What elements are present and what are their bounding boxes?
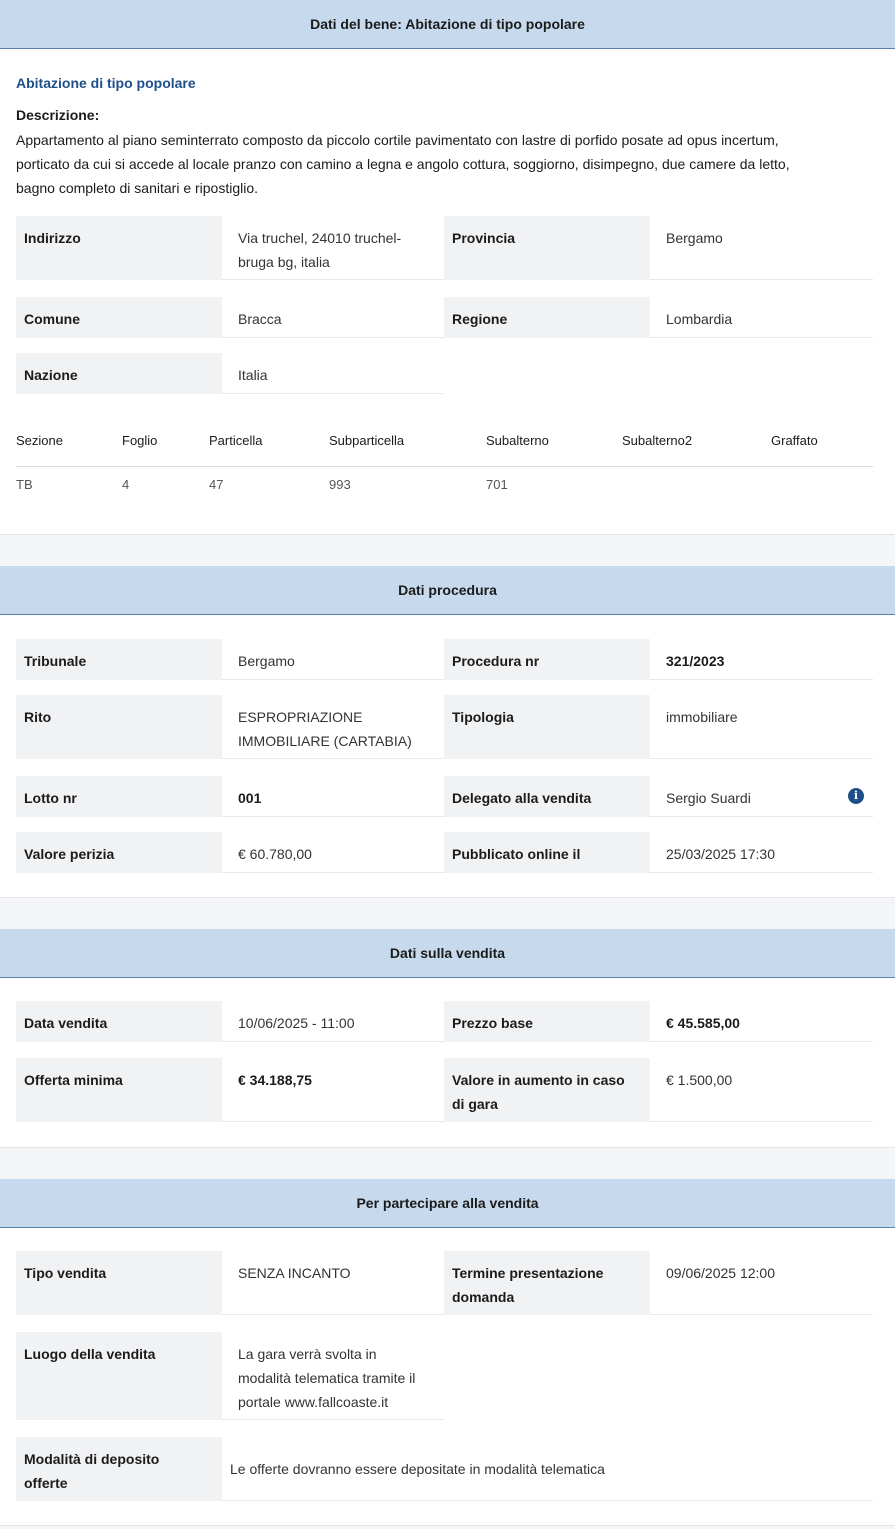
section-title: Per partecipare alla vendita: [356, 1195, 539, 1211]
provincia-value: Bergamo: [650, 216, 873, 280]
perizia-label: Valore perizia: [16, 832, 222, 873]
termine-label-line: domanda: [452, 1289, 515, 1305]
pubblicato-label: Pubblicato online il: [444, 832, 650, 873]
rito-line: ESPROPRIAZIONE: [238, 709, 363, 725]
section-gap: [0, 534, 895, 566]
comune-value: Bracca: [222, 297, 444, 338]
catasto-header: Foglio: [122, 433, 158, 448]
catasto-header: Particella: [209, 433, 263, 448]
section-header-bene: [0, 0, 895, 49]
section-gap: [0, 1147, 895, 1179]
tipologia-value: immobiliare: [650, 695, 873, 759]
catasto-header: Subalterno: [486, 433, 549, 448]
catasto-header: Sezione: [16, 433, 63, 448]
catasto-header: Subparticella: [329, 433, 405, 448]
deposito-value: Le offerte dovranno essere depositate in modalità telematica: [222, 1437, 873, 1501]
nazione-label: Nazione: [16, 353, 222, 394]
tipo-vendita-label: Tipo vendita: [16, 1251, 222, 1315]
description-line: bagno completo di sanitari e ripostiglio.: [16, 180, 259, 196]
aumento-label-line: di gara: [452, 1096, 498, 1112]
aumento-label: [444, 1058, 650, 1122]
termine-label-line: Termine presentazione: [452, 1265, 604, 1281]
section-header-partecipare: [0, 1179, 895, 1228]
tipo-vendita-value: SENZA INCANTO: [222, 1251, 444, 1315]
indirizzo-line: bruga bg, italia: [238, 254, 330, 270]
offerta-minima-value: € 34.188,75: [222, 1058, 444, 1122]
luogo-line: La gara verrà svolta in: [238, 1346, 377, 1362]
luogo-value: [222, 1332, 444, 1420]
comune-label: Comune: [16, 297, 222, 338]
section-title: Dati sulla vendita: [389, 945, 506, 961]
deposito-label: [16, 1437, 222, 1501]
section-gap: [0, 897, 895, 929]
tipologia-label: Tipologia: [444, 695, 650, 759]
catasto-header: Graffato: [771, 433, 818, 448]
termine-value: 09/06/2025 12:00: [650, 1251, 873, 1315]
regione-value: Lombardia: [650, 297, 873, 338]
prezzo-base-label: Prezzo base: [444, 1001, 650, 1042]
pubblicato-value: 25/03/2025 17:30: [650, 832, 873, 873]
luogo-line: portale www.fallcoaste.it: [238, 1394, 389, 1410]
section-header-vendita: [0, 929, 895, 978]
catasto-cell: 4: [122, 477, 130, 492]
luogo-line: modalità telematica tramite il: [238, 1370, 416, 1386]
description-line: porticato da cui si accede al locale pranzo con camino a legna e angolo cottura, soggiorno, disimpegno, due camere da letto,: [16, 156, 790, 172]
rito-value: [222, 695, 444, 759]
regione-label: Regione: [444, 297, 650, 338]
rito-line: IMMOBILIARE (CARTABIA): [238, 733, 412, 749]
catasto-cell: 47: [209, 477, 224, 492]
catasto-header: Subalterno2: [622, 433, 693, 448]
section-header-procedura: [0, 566, 895, 615]
perizia-value: € 60.780,00: [222, 832, 444, 873]
description-label: Descrizione:: [16, 107, 100, 123]
aumento-value: € 1.500,00: [650, 1058, 873, 1122]
catasto-cell: 993: [329, 477, 351, 492]
indirizzo-label: Indirizzo: [16, 216, 222, 280]
offerta-minima-label: Offerta minima: [16, 1058, 222, 1122]
deposito-label-line: Modalità di deposito: [24, 1451, 160, 1467]
tribunale-value: Bergamo: [222, 639, 444, 680]
section-gap: [0, 1525, 895, 1529]
section-title: Dati del bene: Abitazione di tipo popolare: [310, 16, 585, 32]
data-vendita-label: Data vendita: [16, 1001, 222, 1042]
indirizzo-line: Via truchel, 24010 truchel-: [238, 230, 402, 246]
bene-title: Abitazione di tipo popolare: [16, 75, 196, 91]
description-text: [16, 128, 876, 200]
tribunale-label: Tribunale: [16, 639, 222, 680]
section-title: Dati procedura: [398, 582, 497, 598]
catasto-cell: 701: [486, 477, 508, 492]
catasto-cell: TB: [16, 477, 33, 492]
delegato-label: Delegato alla vendita: [444, 776, 650, 817]
info-icon[interactable]: i: [848, 788, 864, 804]
procedura-value: 321/2023: [650, 639, 873, 680]
prezzo-base-value: € 45.585,00: [650, 1001, 873, 1042]
provincia-label: Provincia: [444, 216, 650, 280]
termine-label: [444, 1251, 650, 1315]
lotto-label: Lotto nr: [16, 776, 222, 817]
aumento-label-line: Valore in aumento in caso: [452, 1072, 625, 1088]
procedura-label: Procedura nr: [444, 639, 650, 680]
rito-label: Rito: [16, 695, 222, 759]
deposito-label-line: offerte: [24, 1475, 68, 1491]
luogo-label: Luogo della vendita: [16, 1332, 222, 1420]
data-vendita-value: 10/06/2025 - 11:00: [222, 1001, 444, 1042]
delegato-value: Sergio Suardi: [650, 776, 873, 817]
catasto-divider: [16, 466, 873, 467]
indirizzo-value: [222, 216, 444, 280]
lotto-value: 001: [222, 776, 444, 817]
description-line: Appartamento al piano seminterrato composto da piccolo cortile pavimentato con lastre di porfido posate ad opus incertum,: [16, 132, 779, 148]
nazione-value: Italia: [222, 353, 444, 394]
